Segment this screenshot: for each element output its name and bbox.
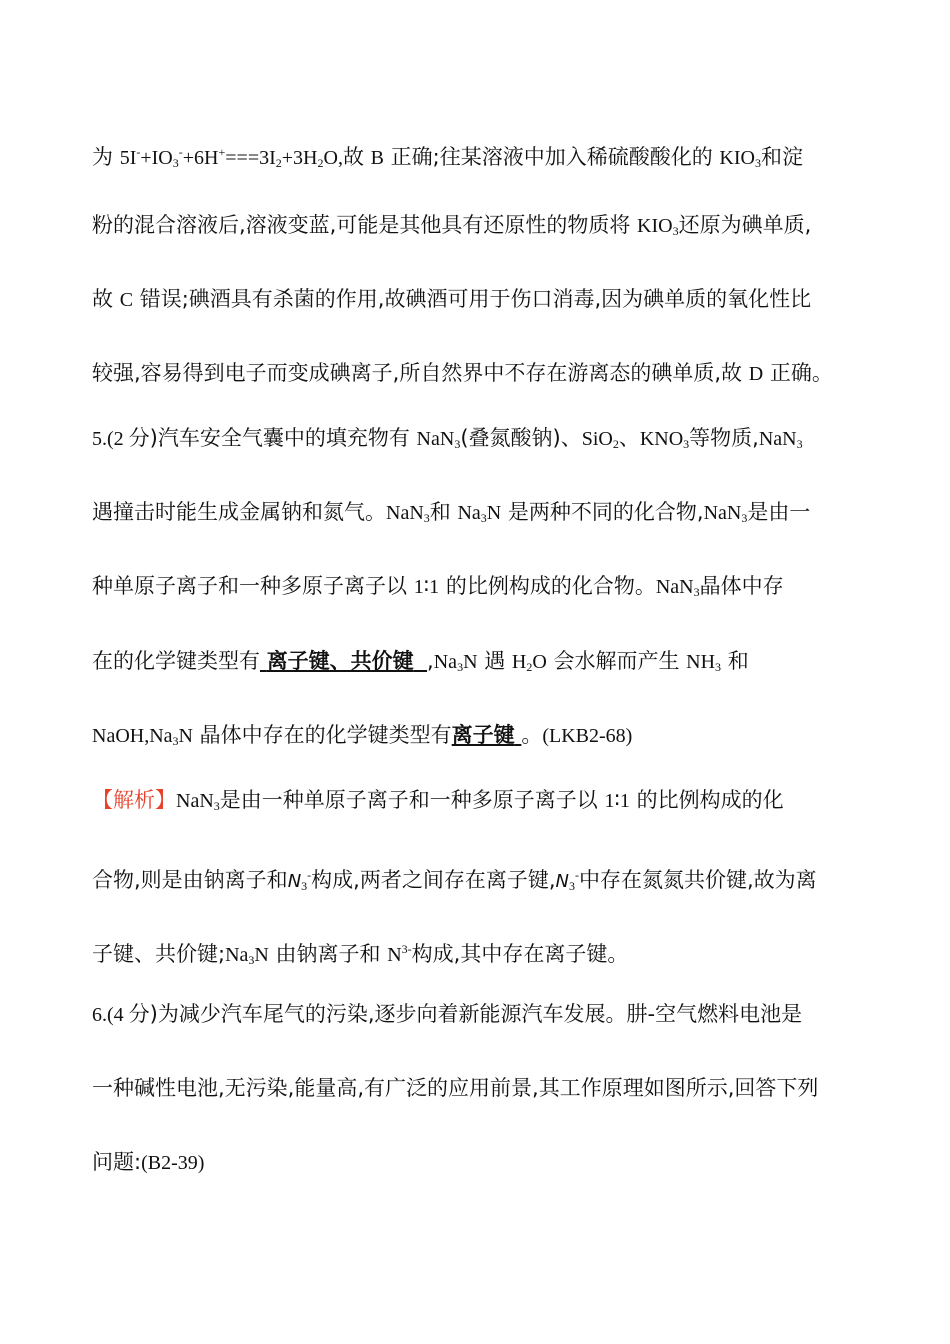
text-line: 子键、共价键$;Na_3N$ 由钠离子和 $N^{3-}$构成,其中存在离子键。 — [92, 942, 629, 967]
answer-blank-2: 离子键 — [451, 723, 515, 747]
text-line: 种单原子离子和一种多原子离子以 1∶1 的比例构成的化合物。NaN$_3$晶体中存 — [92, 574, 784, 599]
text-line: $NaOH,Na_3N$ 晶体中存在的化学键类型有离子键 。(LKB2-68) — [92, 723, 633, 748]
text-line: 问题:(B2-39) — [92, 1150, 205, 1174]
answer-blank-1: 离子键、共价键 — [266, 649, 414, 673]
question-5-line: 5.(2 分)汽车安全气囊中的填充物有 NaN$_3$(叠氮酸钠)、SiO$_2$、$KNO_3$等物质,NaN$_3$ — [92, 426, 803, 451]
question-6-line: 6.(4 分)为减少汽车尾气的污染,逐步向着新能源汽车发展。肼-空气燃料电池是 — [92, 1002, 803, 1026]
text-line: 较强,容易得到电子而变成碘离子,所自然界中不存在游离态的碘单质,故 D 正确。 — [92, 361, 833, 385]
text-line: 故 C 错误;碘酒具有杀菌的作用,故碘酒可用于伤口消毒,因为碘单质的氧化性比 — [92, 287, 812, 311]
text-line: 粉的混合溶液后,溶液变蓝,可能是其他具有还原性的物质将 $KIO_3$还原为碘单质, — [92, 213, 812, 238]
analysis-tag: 【解析】 — [92, 788, 176, 812]
text-line: 一种碱性电池,无污染,能量高,有广泛的应用前景,其工作原理如图所示,回答下列 — [92, 1076, 819, 1100]
text-line: 遇撞击时能生成金属钠和氮气。NaN$_3$和 $Na_3N$ 是两种不同的化合物,NaN$_3$是由一 — [92, 500, 811, 525]
text-line: 合物,则是由钠离子和$N_3^-$构成,两者之间存在离子键$,N_3^-$中存在氮氮共价键,故为离 — [92, 868, 817, 893]
text-line: 为 $5I^-+IO_3^-+6H^+===3I_2+3H_2O$,故 B 正确;往某溶液中加入稀硫酸酸化的 $KIO_3$和淀 — [92, 145, 803, 170]
text-line: 在的化学键类型有 离子键、共价键 $,Na_3N$ 遇 $H_2O$ 会水解而产生 $NH_3$ 和 — [92, 649, 749, 674]
analysis-line: 【解析】NaN$_3$是由一种单原子离子和一种多原子离子以 1∶1 的比例构成的化 — [92, 788, 784, 813]
